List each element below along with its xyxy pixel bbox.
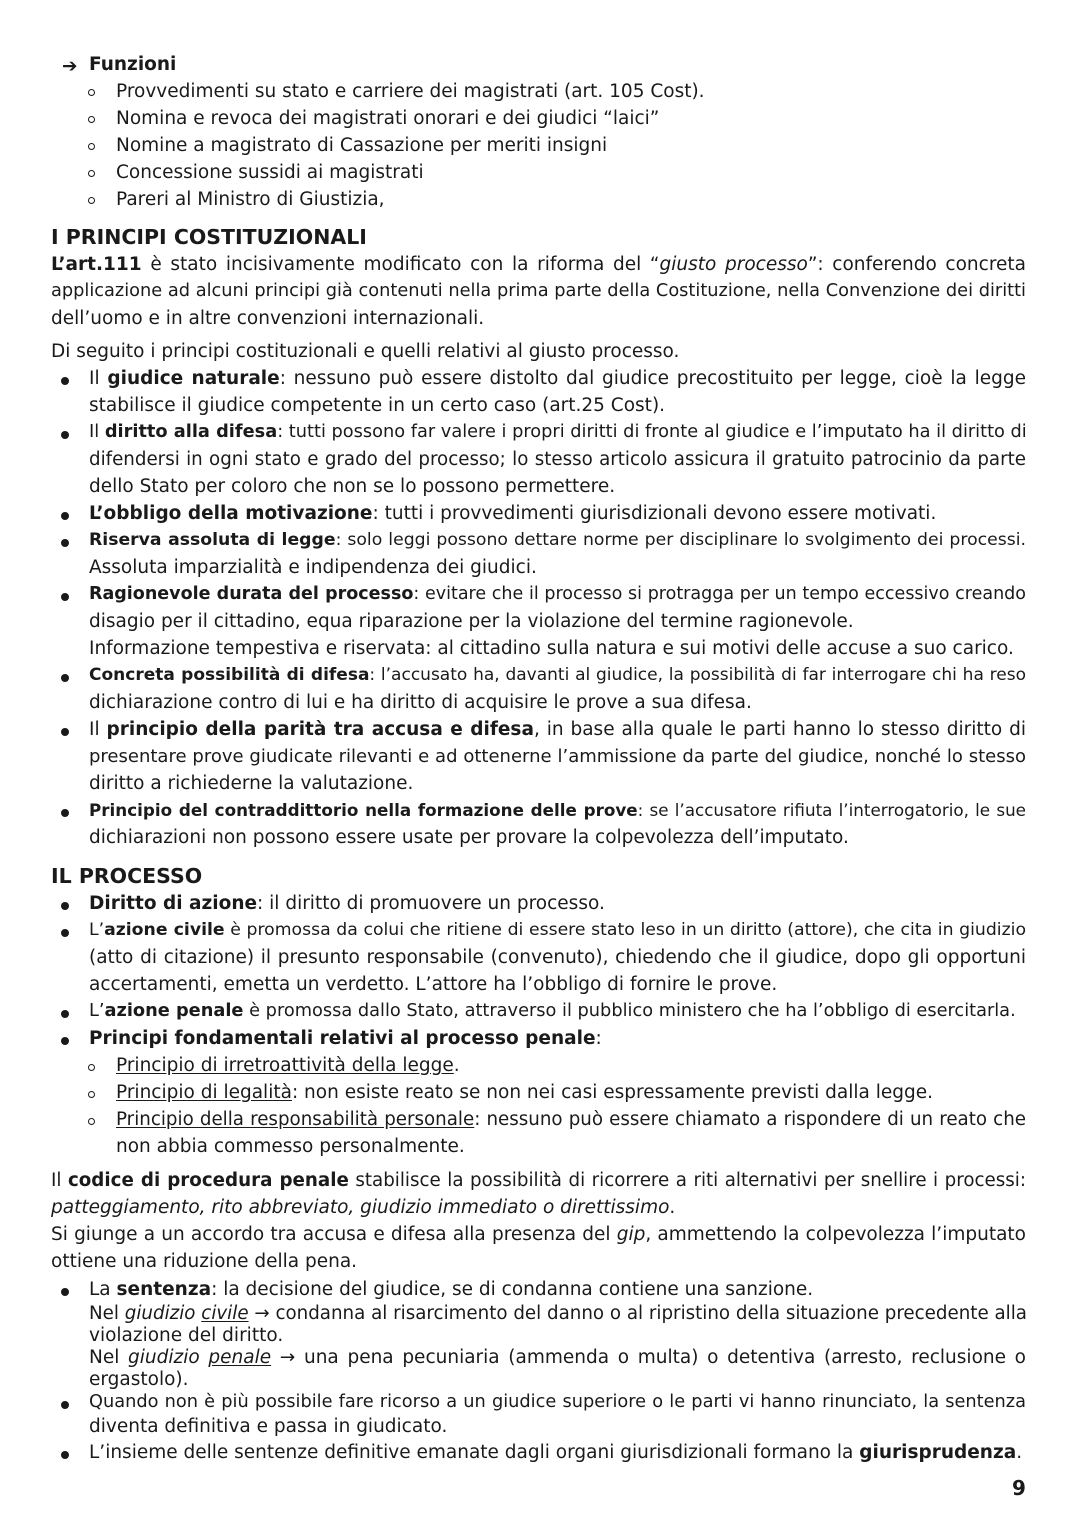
section-heading-processo: IL PROCESSO [51, 864, 203, 888]
list-item: La sentenza: la decisione del giudice, se di condanna contiene una sanzione. [89, 1279, 814, 1300]
paragraph-line: patteggiamento, rito abbreviato, giudizio immediato o direttissimo. [51, 1197, 676, 1218]
bullet-icon [61, 929, 69, 937]
list-item: L’obbligo della motivazione: tutti i provvedimenti giurisdizionali devono essere motivati. [89, 503, 937, 524]
circle-bullet-icon [88, 89, 95, 96]
bullet-icon [61, 593, 69, 601]
bullet-icon [61, 809, 69, 817]
list-item: Il giudice naturale: nessuno può essere distolto dal giudice precostituito per legge, cioè la legge [89, 368, 1026, 389]
funzioni-item: Pareri al Ministro di Giustizia, [116, 189, 385, 210]
list-item-line: Informazione tempestiva e riservata: al cittadino sulla natura e sui motivi delle accuse a suo carico. [89, 638, 1014, 659]
list-item-line: dichiarazioni non possono essere usate per provare la colpevolezza dell’imputato. [89, 827, 849, 848]
circle-bullet-icon [88, 170, 95, 177]
paragraph-line: Il codice di procedura penale stabilisce la possibilità di ricorrere a riti alternativi per snellire i processi: [51, 1170, 1026, 1191]
circle-bullet-icon [88, 1118, 95, 1125]
list-item-line: dello Stato per coloro che non se lo possono permettere. [89, 476, 616, 497]
funzioni-item: Provvedimenti su stato e carriere dei magistrati (art. 105 Cost). [116, 81, 705, 102]
list-item: Quando non è più possibile fare ricorso a un giudice superiore o le parti vi hanno rinunciato, la sentenza [89, 1392, 1026, 1412]
section-heading-principi: I PRINCIPI COSTITUZIONALI [51, 225, 367, 249]
paragraph-line: ottiene una riduzione della pena. [51, 1251, 358, 1272]
list-item-line: Assoluta imparzialità e indipendenza dei giudici. [89, 557, 537, 578]
paragraph-line: Di seguito i principi costituzionali e quelli relativi al giusto processo. [51, 341, 680, 362]
list-item-line: stabilisce il giudice competente in un certo caso (art.25 Cost). [89, 395, 666, 416]
list-item: Il diritto alla difesa: tutti possono far valere i propri diritti di fronte al giudice e l’imputato ha il diritto di [89, 422, 1027, 442]
bullet-icon [61, 728, 69, 736]
list-item: Principi fondamentali relativi al processo penale: [89, 1028, 602, 1049]
bullet-icon [61, 1401, 69, 1409]
list-item-line: Nel giudizio penale → una pena pecuniaria (ammenda o multa) o detentiva (arresto, reclusione o [89, 1347, 1026, 1368]
list-item-line: accertamenti, emetta un verdetto. L’attore ha l’obbligo di fornire le prove. [89, 974, 778, 995]
bullet-icon [61, 1010, 69, 1018]
list-item: L’azione penale è promossa dallo Stato, attraverso il pubblico ministero che ha l’obbligo di esercitarla. [89, 1001, 1016, 1021]
bullet-icon [61, 539, 69, 547]
page-number: 9 [1012, 1476, 1026, 1500]
paragraph-line: L’art.111 è stato incisivamente modificato con la riforma del “giusto processo”: conferendo concreta [51, 254, 1026, 275]
bullet-icon [61, 1037, 69, 1045]
bullet-icon [61, 431, 69, 439]
funzioni-item: Nomina e revoca dei magistrati onorari e dei giudici “laici” [116, 108, 660, 129]
circle-bullet-icon [88, 143, 95, 150]
list-item: Concreta possibilità di difesa: l’accusato ha, davanti al giudice, la possibilità di far interrogare chi ha reso [89, 665, 1026, 685]
circle-bullet-icon [88, 1064, 95, 1071]
bullet-icon [61, 1288, 69, 1296]
circle-bullet-icon [88, 116, 95, 123]
list-item-line: diritto a richiederne la valutazione. [89, 773, 414, 794]
paragraph-line: dell’uomo e in altre convenzioni internazionali. [51, 308, 485, 329]
bullet-icon [61, 1451, 69, 1459]
list-item-line: violazione del diritto. [89, 1325, 284, 1346]
funzioni-item: Nomine a magistrato di Cassazione per meriti insigni [116, 135, 608, 156]
list-item: Principio del contraddittorio nella formazione delle prove: se l’accusatore rifiuta l’interrogatorio, le sue [89, 800, 1026, 820]
list-item-line: (atto di citazione) il presunto responsabile (convenuto), chiedendo che il giudice, dopo gli opportuni [89, 947, 1026, 968]
bullet-icon [61, 902, 69, 910]
funzioni-item: Concessione sussidi ai magistrati [116, 162, 424, 183]
list-item-line: Nel giudizio civile → condanna al risarcimento del danno o al ripristino della situazione precedente alla [89, 1303, 1027, 1324]
list-item-line: disagio per il cittadino, equa riparazione per la violazione del termine ragionevole. [89, 611, 854, 632]
sub-list-item: Principio della responsabilità personale: nessuno può essere chiamato a rispondere di un reato che [116, 1109, 1027, 1130]
list-item-line: ergastolo). [89, 1369, 189, 1390]
list-item: Il principio della parità tra accusa e difesa, in base alla quale le parti hanno lo stesso diritto di [89, 719, 1026, 740]
list-item: Ragionevole durata del processo: evitare che il processo si protragga per un tempo eccessivo creando [89, 584, 1026, 604]
list-item: Diritto di azione: il diritto di promuovere un processo. [89, 893, 605, 914]
funzioni-title: Funzioni [89, 54, 177, 75]
arrow-icon: ➔ [62, 56, 78, 77]
sub-list-item-line: non abbia commesso personalmente. [116, 1136, 465, 1157]
list-item-line: presentare prove giudicate rilevanti e ad ottenerne l’ammissione da parte del giudice, nonché lo stesso [89, 746, 1026, 767]
circle-bullet-icon [88, 197, 95, 204]
list-item-line: difendersi in ogni stato e grado del processo; lo stesso articolo assicura il gratuito patrocinio da parte [89, 449, 1026, 470]
sub-list-item: Principio di legalità: non esiste reato se non nei casi espressamente previsti dalla legge. [116, 1082, 934, 1103]
bullet-icon [61, 512, 69, 520]
circle-bullet-icon [88, 1091, 95, 1098]
bullet-icon [61, 377, 69, 385]
paragraph-line: applicazione ad alcuni principi già contenuti nella prima parte della Costituzione, nella Convenzione dei diritti [51, 281, 1026, 301]
list-item: Riserva assoluta di legge: solo leggi possono dettare norme per disciplinare lo svolgimento dei processi. [89, 530, 1026, 550]
bullet-icon [61, 674, 69, 682]
list-item: L’insieme delle sentenze definitive emanate dagli organi giurisdizionali formano la giurisprudenza. [89, 1442, 1023, 1463]
sub-list-item: Principio di irretroattività della legge. [116, 1055, 460, 1076]
list-item-line: dichiarazione contro di lui e ha diritto di acquisire le prove a sua difesa. [89, 692, 752, 713]
list-item: L’azione civile è promossa da colui che ritiene di essere stato leso in un diritto (attore), che cita in giudizio [89, 920, 1026, 940]
paragraph-line: Si giunge a un accordo tra accusa e difesa alla presenza del gip, ammettendo la colpevolezza l’imputato [51, 1224, 1026, 1245]
list-item-line: diventa definitiva e passa in giudicato. [89, 1416, 448, 1437]
